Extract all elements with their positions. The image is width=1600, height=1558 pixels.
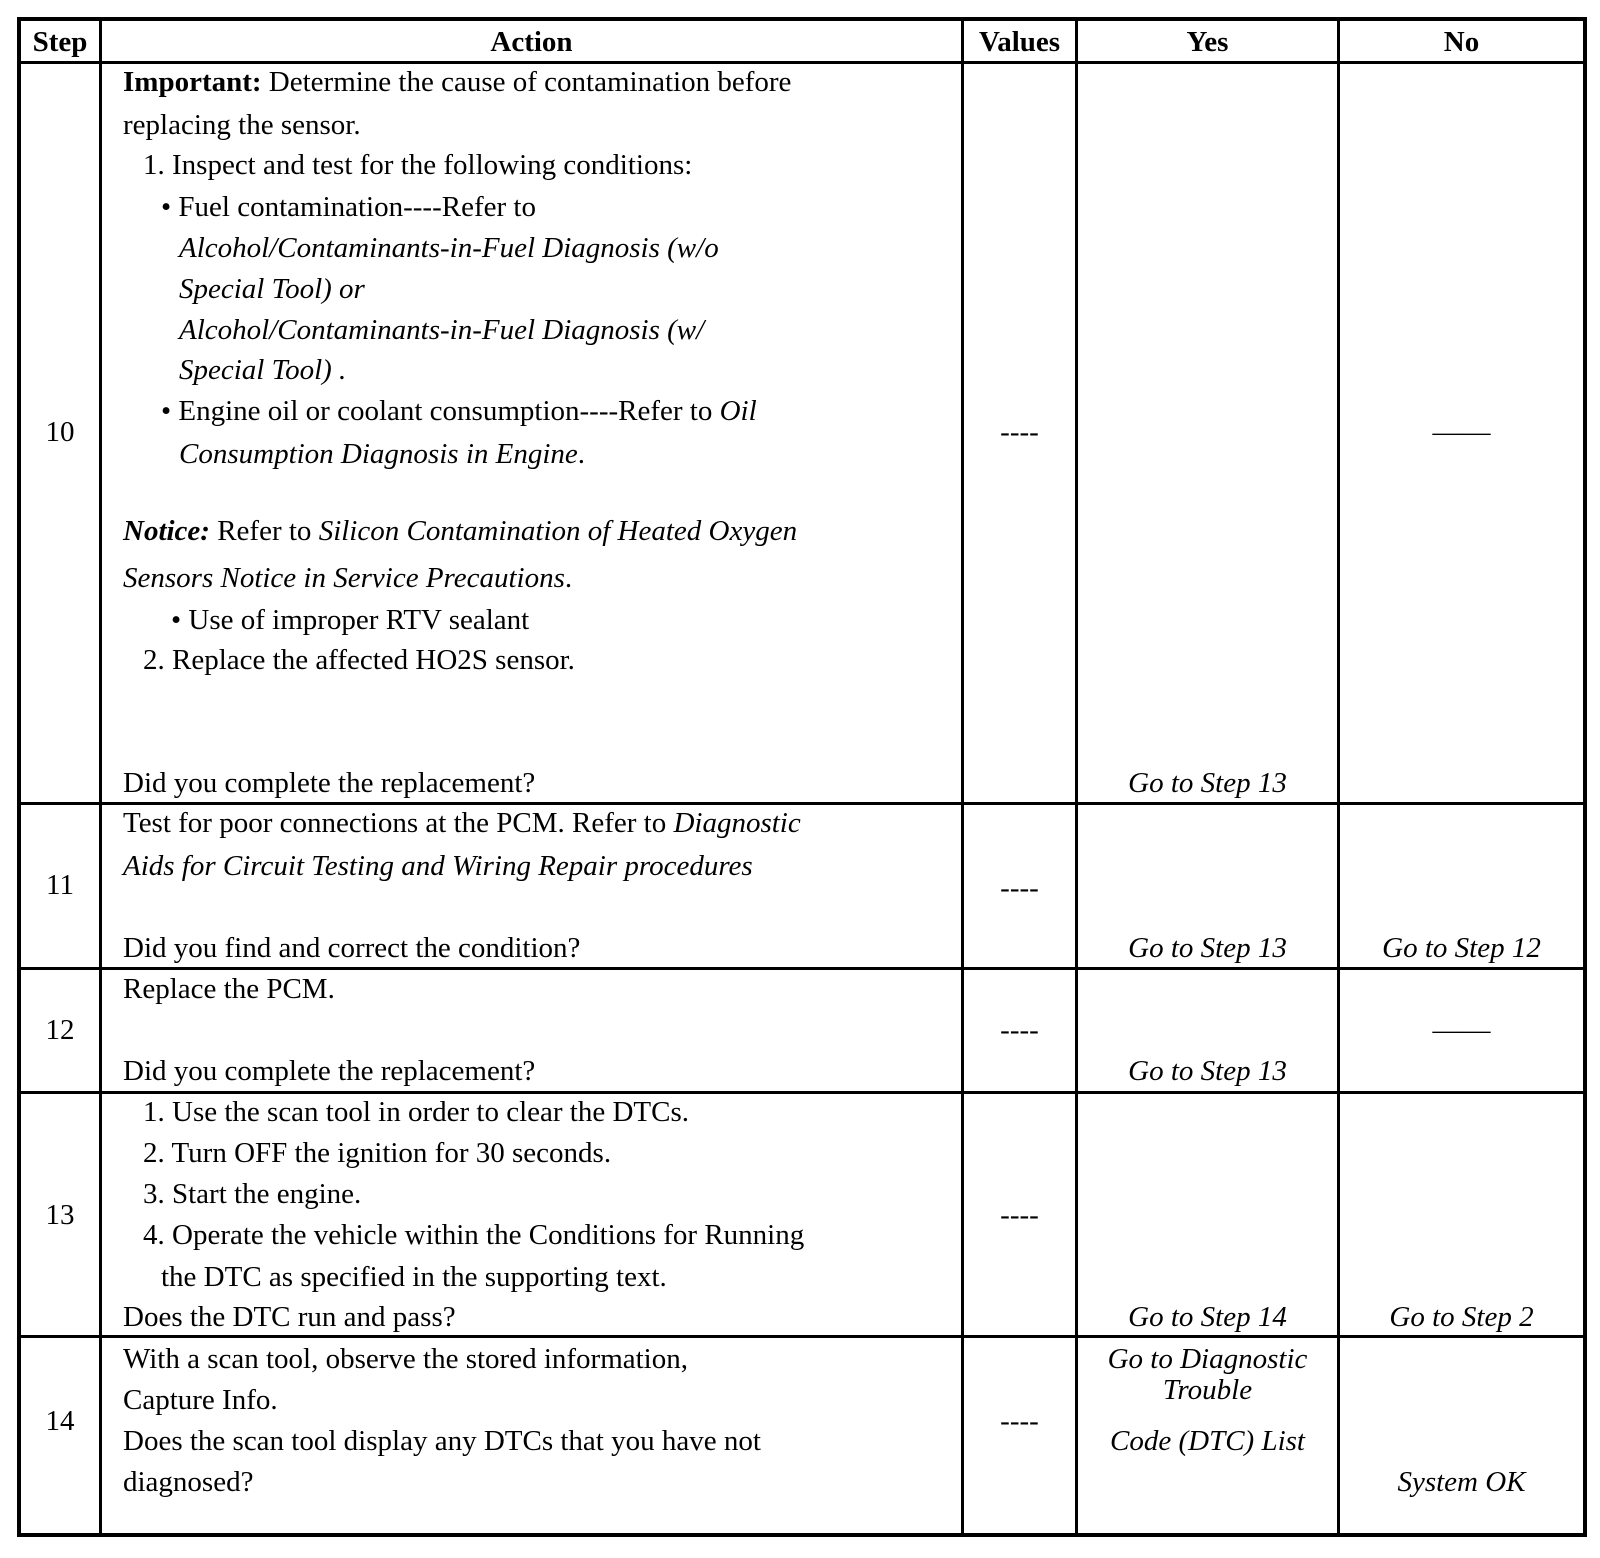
step-number: 10 xyxy=(45,416,75,448)
yes-link[interactable]: Trouble xyxy=(1162,1374,1253,1406)
step-instruction: 3. Start the engine. xyxy=(143,1178,362,1210)
no-link[interactable]: System OK xyxy=(1397,1466,1526,1498)
no-cell: —— xyxy=(1432,416,1491,448)
step-instruction: 1. Use the scan tool in order to clear the DTCs. xyxy=(143,1096,690,1128)
values-cell: ---- xyxy=(1000,416,1039,448)
reference-link[interactable]: Silicon Contamination of Heated Oxygen xyxy=(318,515,798,547)
important-note xyxy=(123,63,791,101)
yes-link[interactable]: Code (DTC) List xyxy=(1110,1425,1305,1457)
values-cell: ---- xyxy=(1000,1014,1039,1046)
reference-link[interactable]: Alcohol/Contaminants-in-Fuel Diagnosis (w/ xyxy=(179,314,705,346)
step-instruction: 2. Turn OFF the ignition for 30 seconds. xyxy=(143,1137,612,1169)
diagnostic-table xyxy=(17,17,1587,1537)
yes-link[interactable]: Go to Step 13 xyxy=(1128,767,1287,799)
no-link[interactable]: Go to Step 2 xyxy=(1389,1301,1534,1333)
bullet-text: Engine oil or coolant consumption----Refer to xyxy=(178,395,720,427)
step-instruction: 1. Inspect and test for the following conditions: xyxy=(143,149,693,181)
instruction-text: Test for poor connections at the PCM. Refer to xyxy=(123,807,674,839)
yes-link[interactable]: Go to Step 14 xyxy=(1128,1301,1287,1333)
step-number: 11 xyxy=(46,869,74,901)
header-action: Action xyxy=(490,26,573,58)
reference-line xyxy=(179,435,585,473)
header-no: No xyxy=(1443,26,1480,58)
bullet-item: • Engine oil or coolant consumption----Refer to Oil xyxy=(161,395,757,427)
notice-text: Refer to xyxy=(209,515,319,547)
no-link[interactable]: Go to Step 12 xyxy=(1382,932,1541,964)
instruction-text: With a scan tool, observe the stored information, xyxy=(123,1343,688,1375)
step-instruction: 2. Replace the affected HO2S sensor. xyxy=(143,644,575,676)
header-step: Step xyxy=(32,26,88,58)
column-divider xyxy=(961,21,964,1533)
bullet-item: • Use of improper RTV sealant xyxy=(171,604,530,636)
step-instruction-continued: the DTC as specified in the supporting text. xyxy=(161,1261,667,1293)
reference-link[interactable]: Consumption Diagnosis in Engine xyxy=(179,438,578,470)
period: . xyxy=(577,438,586,470)
notice-label: Notice: xyxy=(123,515,210,547)
important-text: Determine the cause of contamination before xyxy=(261,66,792,98)
period: . xyxy=(564,562,573,594)
step-instruction: 4. Operate the vehicle within the Conditions for Running xyxy=(143,1219,805,1251)
question: Does the scan tool display any DTCs that you have not xyxy=(123,1425,761,1457)
bullet-item: • Fuel contamination----Refer to xyxy=(161,191,536,223)
no-cell: —— xyxy=(1432,1014,1491,1046)
values-cell: ---- xyxy=(1000,1405,1039,1437)
question: Did you find and correct the condition? xyxy=(123,932,581,964)
question: Does the DTC run and pass? xyxy=(123,1301,456,1333)
important-text-continued: replacing the sensor. xyxy=(123,109,361,141)
step-number: 14 xyxy=(45,1405,75,1437)
yes-link[interactable]: Go to Diagnostic xyxy=(1107,1343,1308,1375)
important-label: Important: xyxy=(123,66,262,98)
header-yes: Yes xyxy=(1186,26,1229,58)
instruction-line xyxy=(123,804,801,842)
reference-link[interactable]: Special Tool) . xyxy=(179,354,347,386)
instruction-text: Capture Info. xyxy=(123,1384,278,1416)
notice-line xyxy=(123,559,572,597)
reference-link[interactable]: Aids for Circuit Testing and Wiring Repair procedures xyxy=(123,850,753,882)
yes-link[interactable]: Go to Step 13 xyxy=(1128,932,1287,964)
values-cell: ---- xyxy=(1000,872,1039,904)
step-number: 12 xyxy=(45,1014,75,1046)
reference-link[interactable]: Oil xyxy=(719,395,757,427)
column-divider xyxy=(99,21,102,1533)
reference-link[interactable]: Diagnostic xyxy=(673,807,801,839)
reference-link[interactable]: Special Tool) or xyxy=(179,273,365,305)
step-number: 13 xyxy=(45,1199,75,1231)
instruction-text: Replace the PCM. xyxy=(123,973,335,1005)
reference-link[interactable]: Sensors Notice in Service Precautions xyxy=(123,562,565,594)
question: Did you complete the replacement? xyxy=(123,767,536,799)
bullet-text: Use of improper RTV sealant xyxy=(188,604,530,636)
bullet-text: Fuel contamination----Refer to xyxy=(178,191,536,223)
notice-note xyxy=(123,512,797,550)
values-cell: ---- xyxy=(1000,1199,1039,1231)
yes-link[interactable]: Go to Step 13 xyxy=(1128,1055,1287,1087)
question: Did you complete the replacement? xyxy=(123,1055,536,1087)
question-continued: diagnosed? xyxy=(123,1466,254,1498)
header-values: Values xyxy=(978,26,1061,58)
reference-link[interactable]: Alcohol/Contaminants-in-Fuel Diagnosis (w/o xyxy=(179,232,719,264)
